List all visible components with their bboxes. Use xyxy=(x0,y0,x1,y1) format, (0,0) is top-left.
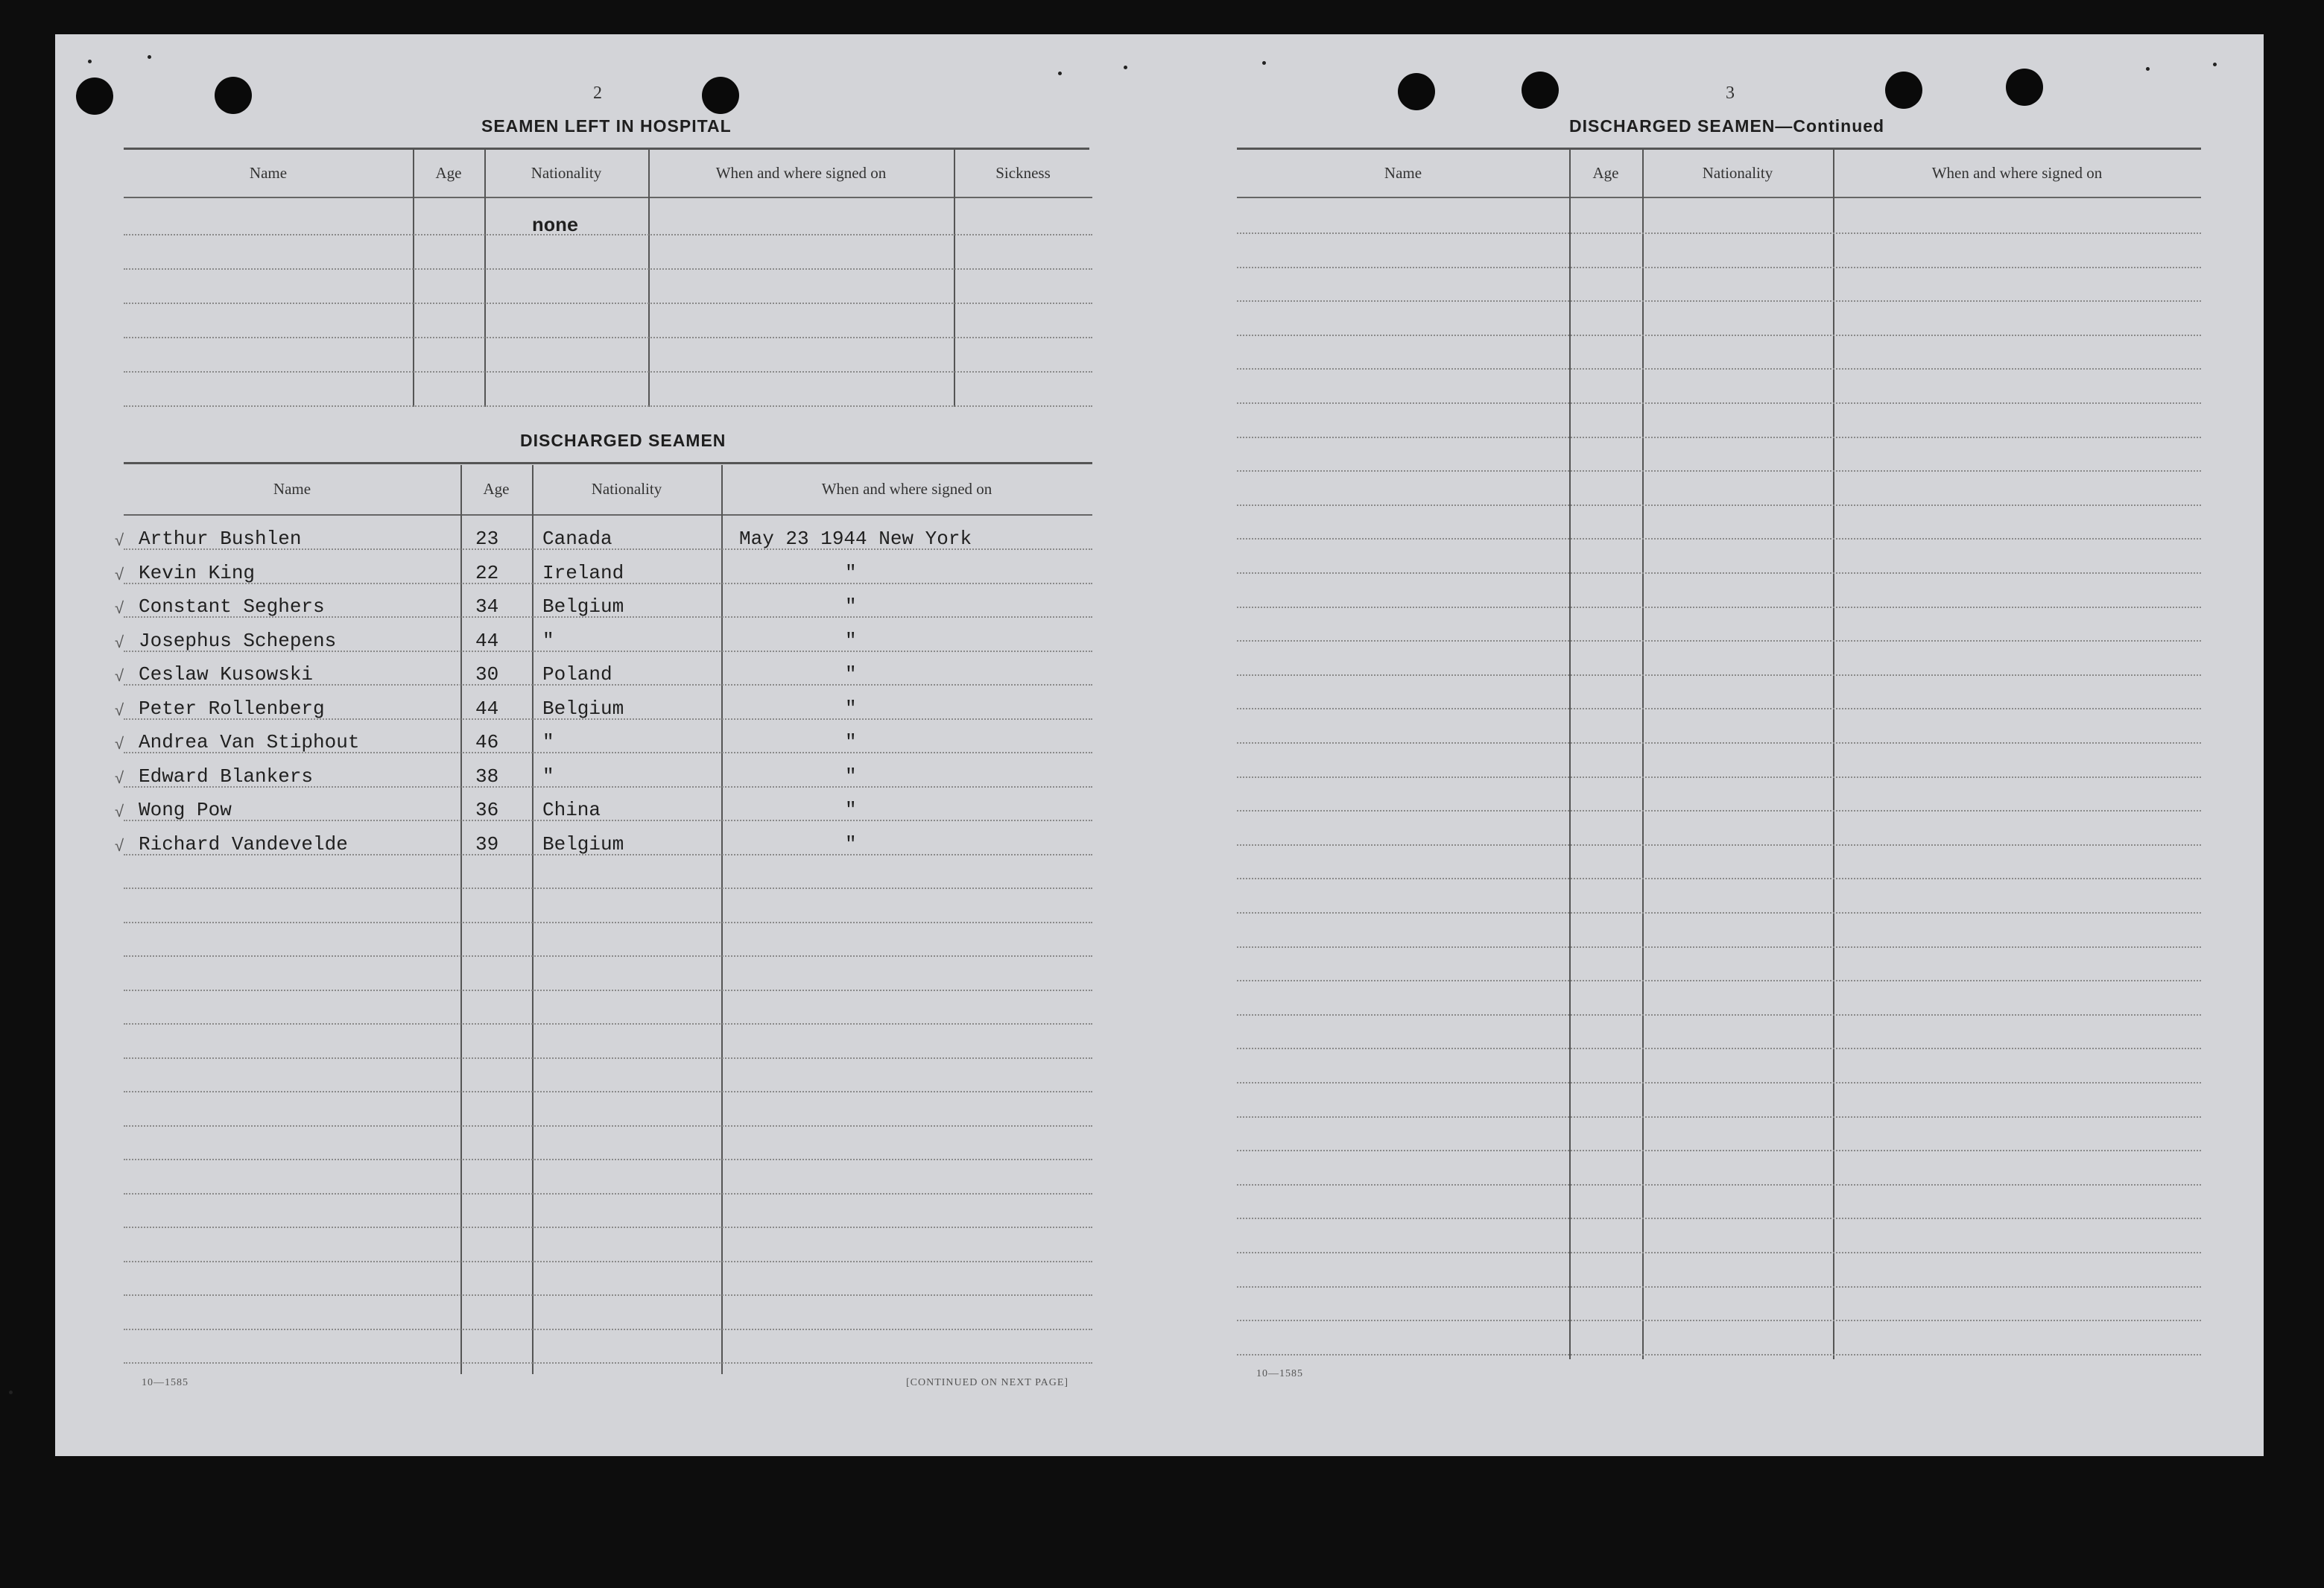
row-line xyxy=(1237,980,2201,981)
row-line xyxy=(1237,232,2201,234)
row-line xyxy=(1237,1150,2201,1151)
row-nationality: " xyxy=(542,765,554,788)
row-line xyxy=(1237,335,2201,336)
row-line xyxy=(124,1294,1092,1296)
column-divider xyxy=(532,465,533,1374)
column-divider xyxy=(1642,149,1644,1359)
table-rule xyxy=(1237,148,2201,150)
row-age: 30 xyxy=(475,663,499,686)
row-line xyxy=(124,1227,1092,1228)
row-line xyxy=(124,955,1092,957)
row-line xyxy=(124,405,1092,407)
row-line xyxy=(124,1261,1092,1262)
row-line xyxy=(1237,844,2201,846)
row-line xyxy=(124,1057,1092,1059)
column-divider xyxy=(721,465,723,1374)
check-mark: √ xyxy=(115,531,124,549)
row-line xyxy=(1237,946,2201,948)
row-name: Arthur Bushlen xyxy=(139,528,302,550)
column-divider xyxy=(1833,149,1834,1359)
column-header-age: Age xyxy=(483,480,510,498)
row-nationality: " xyxy=(542,731,554,753)
row-line xyxy=(1237,1184,2201,1186)
row-age: 22 xyxy=(475,562,499,584)
row-nationality: " xyxy=(542,630,554,652)
speck xyxy=(2146,67,2150,71)
row-age: 23 xyxy=(475,528,499,550)
row-line xyxy=(1237,300,2201,302)
row-signed-on: " xyxy=(845,630,857,652)
check-mark: √ xyxy=(115,666,124,685)
row-line xyxy=(124,268,1092,270)
column-divider xyxy=(954,149,955,407)
speck xyxy=(148,55,151,59)
punch-hole xyxy=(1398,73,1435,110)
column-header-signed-on: When and where signed on xyxy=(715,164,887,182)
row-signed-on: " xyxy=(845,765,857,788)
row-signed-on: " xyxy=(845,663,857,686)
row-line xyxy=(124,684,1092,686)
row-age: 36 xyxy=(475,799,499,821)
row-signed-on: " xyxy=(845,595,857,618)
row-nationality: Belgium xyxy=(542,697,624,720)
row-signed-on: " xyxy=(845,562,857,584)
column-header-sickness: Sickness xyxy=(995,164,1051,182)
row-line xyxy=(1237,1354,2201,1356)
row-line xyxy=(1237,1286,2201,1288)
row-line xyxy=(1237,572,2201,574)
check-mark: √ xyxy=(115,565,124,583)
check-mark: √ xyxy=(115,836,124,855)
continued-note: [CONTINUED ON NEXT PAGE] xyxy=(906,1377,1069,1388)
row-line xyxy=(124,583,1092,584)
document-sheet xyxy=(55,34,2264,1456)
column-header-signed-on: When and where signed on xyxy=(1931,164,2103,182)
row-age: 44 xyxy=(475,697,499,720)
form-number: 10—1585 xyxy=(142,1377,189,1388)
punch-hole xyxy=(1885,72,1922,109)
column-header-nationality: Nationality xyxy=(531,164,602,182)
row-signed-on: May 23 1944 New York xyxy=(739,528,972,550)
row-line xyxy=(1237,504,2201,506)
row-line xyxy=(124,337,1092,338)
row-line xyxy=(1237,1218,2201,1219)
continued-section-title: DISCHARGED SEAMEN—Continued xyxy=(1569,116,1885,136)
row-line xyxy=(124,752,1092,753)
page-number: 2 xyxy=(593,83,602,103)
row-line xyxy=(124,1159,1092,1160)
row-name: Richard Vandevelde xyxy=(139,833,348,855)
row-line xyxy=(1237,267,2201,268)
row-line xyxy=(1237,470,2201,472)
punch-hole xyxy=(215,77,252,114)
hospital-entry-none: none xyxy=(532,215,579,237)
row-line xyxy=(1237,1082,2201,1084)
row-line xyxy=(124,1362,1092,1364)
column-header-nationality: Nationality xyxy=(591,480,662,498)
discharged-section-title: DISCHARGED SEAMEN xyxy=(520,431,726,450)
row-name: Ceslaw Kusowski xyxy=(139,663,314,686)
row-nationality: China xyxy=(542,799,601,821)
row-signed-on: " xyxy=(845,697,857,720)
speck xyxy=(9,1391,13,1394)
column-header-age: Age xyxy=(435,164,462,182)
check-mark: √ xyxy=(115,802,124,820)
row-nationality: Belgium xyxy=(542,595,624,618)
punch-hole xyxy=(702,77,739,114)
row-line xyxy=(1237,538,2201,540)
speck xyxy=(88,60,92,63)
row-name: Constant Seghers xyxy=(139,595,325,618)
column-divider xyxy=(648,149,650,407)
row-line xyxy=(1237,607,2201,608)
row-age: 44 xyxy=(475,630,499,652)
row-line xyxy=(1237,742,2201,744)
table-rule xyxy=(1237,197,2201,198)
row-nationality: Poland xyxy=(542,663,612,686)
row-age: 38 xyxy=(475,765,499,788)
punch-hole xyxy=(1522,72,1559,109)
row-name: Edward Blankers xyxy=(139,765,314,788)
row-line xyxy=(124,820,1092,821)
speck xyxy=(2213,63,2217,66)
row-name: Kevin King xyxy=(139,562,256,584)
column-header-name: Name xyxy=(1384,164,1422,182)
row-line xyxy=(124,1125,1092,1127)
row-line xyxy=(1237,912,2201,914)
row-line xyxy=(124,854,1092,855)
column-header-name: Name xyxy=(249,164,288,182)
check-mark: √ xyxy=(115,768,124,787)
row-line xyxy=(124,548,1092,550)
table-rule xyxy=(124,148,1089,150)
row-line xyxy=(124,922,1092,923)
column-header-name: Name xyxy=(273,480,311,498)
row-signed-on: " xyxy=(845,731,857,753)
column-header-signed-on: When and where signed on xyxy=(821,480,992,498)
form-number: 10—1585 xyxy=(1256,1368,1303,1379)
row-name: Andrea Van Stiphout xyxy=(139,731,360,753)
row-signed-on: " xyxy=(845,833,857,855)
check-mark: √ xyxy=(115,700,124,719)
row-signed-on: " xyxy=(845,799,857,821)
table-rule xyxy=(124,462,1092,464)
row-line xyxy=(1237,708,2201,709)
row-line xyxy=(1237,810,2201,812)
row-line xyxy=(1237,1014,2201,1016)
check-mark: √ xyxy=(115,598,124,617)
row-line xyxy=(124,1091,1092,1092)
row-line xyxy=(1237,1320,2201,1321)
row-line xyxy=(124,1193,1092,1195)
row-nationality: Belgium xyxy=(542,833,624,855)
column-divider xyxy=(1569,149,1571,1359)
row-line xyxy=(1237,1116,2201,1118)
row-line xyxy=(124,651,1092,652)
row-line xyxy=(1237,402,2201,404)
row-line xyxy=(124,786,1092,788)
check-mark: √ xyxy=(115,734,124,753)
punch-hole xyxy=(76,77,113,115)
row-line xyxy=(124,616,1092,618)
column-divider xyxy=(460,465,462,1374)
column-divider xyxy=(484,149,486,407)
row-line xyxy=(1237,1048,2201,1049)
row-nationality: Ireland xyxy=(542,562,624,584)
row-line xyxy=(124,1329,1092,1330)
row-line xyxy=(1237,368,2201,370)
hospital-section-title: SEAMEN LEFT IN HOSPITAL xyxy=(481,116,732,136)
row-line xyxy=(1237,776,2201,778)
column-divider xyxy=(413,149,414,407)
speck xyxy=(1262,61,1266,65)
row-line xyxy=(124,888,1092,889)
row-nationality: Canada xyxy=(542,528,612,550)
row-age: 39 xyxy=(475,833,499,855)
row-line xyxy=(1237,640,2201,642)
punch-hole xyxy=(2006,69,2043,106)
column-header-age: Age xyxy=(1592,164,1619,182)
row-age: 46 xyxy=(475,731,499,753)
check-mark: √ xyxy=(115,633,124,651)
row-line xyxy=(124,990,1092,991)
row-line xyxy=(1237,674,2201,676)
row-name: Wong Pow xyxy=(139,799,232,821)
row-name: Peter Rollenberg xyxy=(139,697,325,720)
table-rule xyxy=(124,514,1092,516)
row-line xyxy=(1237,1252,2201,1253)
row-line xyxy=(124,371,1092,373)
row-line xyxy=(124,718,1092,720)
row-line xyxy=(124,234,1092,235)
speck xyxy=(1124,66,1127,69)
row-line xyxy=(1237,437,2201,438)
table-rule xyxy=(124,197,1092,198)
row-name: Josephus Schepens xyxy=(139,630,337,652)
row-age: 34 xyxy=(475,595,499,618)
column-header-nationality: Nationality xyxy=(1702,164,1773,182)
row-line xyxy=(1237,878,2201,879)
row-line xyxy=(124,1023,1092,1025)
page-number: 3 xyxy=(1726,83,1735,103)
row-line xyxy=(124,303,1092,304)
speck xyxy=(1058,72,1062,75)
